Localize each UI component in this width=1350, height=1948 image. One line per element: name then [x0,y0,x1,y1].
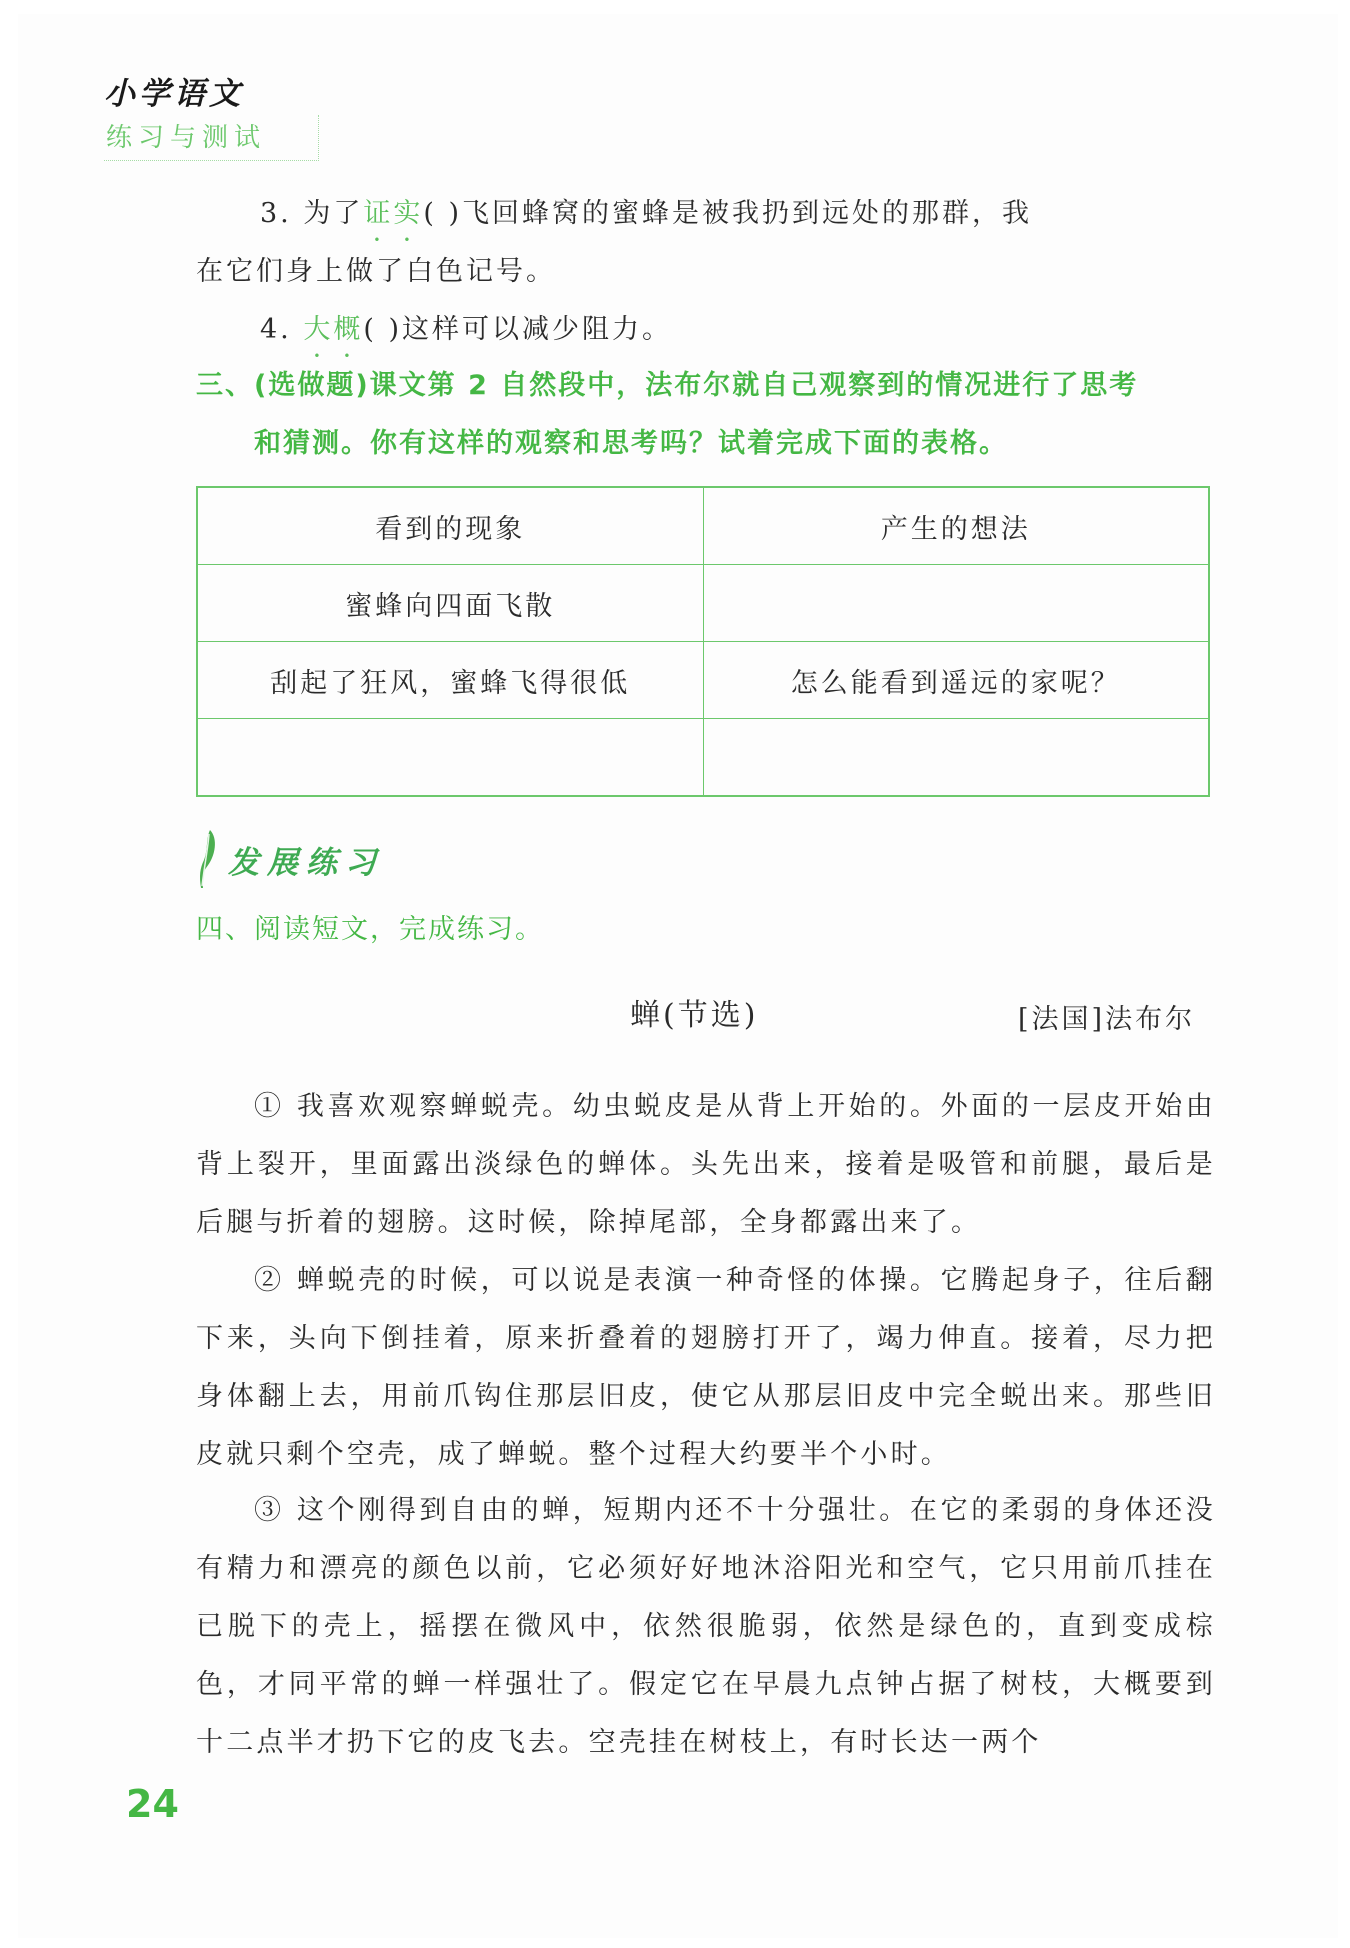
page-number: 24 [126,1782,179,1826]
question-3 [260,198,1033,247]
table-header-row [197,487,1209,565]
table-cell: 怎么能看到遥远的家呢？ [703,642,1209,719]
table-cell: 蜜蜂向四面飞散 [197,565,703,642]
table-cell-answer[interactable] [703,565,1209,642]
book-subtitle: 练习与测试 [104,115,319,161]
table-cell-answer[interactable] [197,719,703,797]
q3-keyword: 证实 • • [363,198,424,247]
book-brand [104,68,319,161]
observation-table [196,486,1210,797]
table-row [197,565,1209,642]
q4-keyword: 大概 • • [303,314,364,363]
table-row [197,642,1209,719]
q4-prompt: 四、阅读短文，完成练习。 [196,914,544,945]
table-cell-answer[interactable] [703,719,1209,797]
feather-icon [196,828,218,890]
q3-continuation: 在它们身上做了白色记号。 [196,256,556,287]
article-paragraph-1: ① 我喜欢观察蝉蜕壳。幼虫蜕皮是从背上开始的。外面的一层皮开始由背上裂开，里面露出淡绿色的蝉体。头先出来，接着是吸管和前腿，最后是后腿与折着的翅膀。这时候，除掉尾部，全身都露出来了。 [196,1091,1216,1238]
book-title: 小学语文 [104,76,244,112]
section-title: 发展练习 [228,844,384,881]
q3-rest: ( )飞回蜂窝的蜜蜂是被我扔到远处的那群，我 [423,198,1033,229]
q4-number: 4. [260,314,292,345]
section-badge [196,828,384,890]
section3-line1: 三、(选做题)课文第 2 自然段中，法布尔就自己观察到的情况进行了思考 [196,370,1139,401]
q3-number: 3. [260,198,292,229]
article-title: 蝉(节选) [630,998,759,1033]
article-paragraph-2: ② 蝉蜕壳的时候，可以说是表演一种奇怪的体操。它腾起身子，往后翻下来，头向下倒挂着，原来折叠着的翅膀打开了，竭力伸直。接着，尽力把身体翻上去，用前爪钩住那层旧皮，使它从那层旧皮中完全蜕出来。那些旧皮就只剩个空壳，成了蝉蜕。整个过程大约要半个小时。 [196,1265,1216,1470]
table-cell: 刮起了狂风，蜜蜂飞得很低 [197,642,703,719]
article-author: [法国]法布尔 [1018,1004,1196,1035]
table-row [197,719,1209,797]
question-4 [260,314,673,363]
section3-line2: 和猜测。你有这样的观察和思考吗？试着完成下面的表格。 [254,428,1008,459]
q4-rest: ( )这样可以减少阻力。 [363,314,673,345]
q3-pre: 为了 [303,198,364,229]
table-header-cell: 产生的想法 [703,487,1209,565]
article-paragraph-3: ③ 这个刚得到自由的蝉，短期内还不十分强壮。在它的柔弱的身体还没有精力和漂亮的颜色以前，它必须好好地沐浴阳光和空气，它只用前爪挂在已脱下的壳上，摇摆在微风中，依然很脆弱，依然是绿色的，直到变成棕色，才同平常的蝉一样强壮了。假定它在早晨九点钟占据了树枝，大概要到十二点半才扔下它的皮飞去。空壳挂在树枝上，有时长达一两个 [196,1495,1216,1758]
table-header-cell: 看到的现象 [197,487,703,565]
